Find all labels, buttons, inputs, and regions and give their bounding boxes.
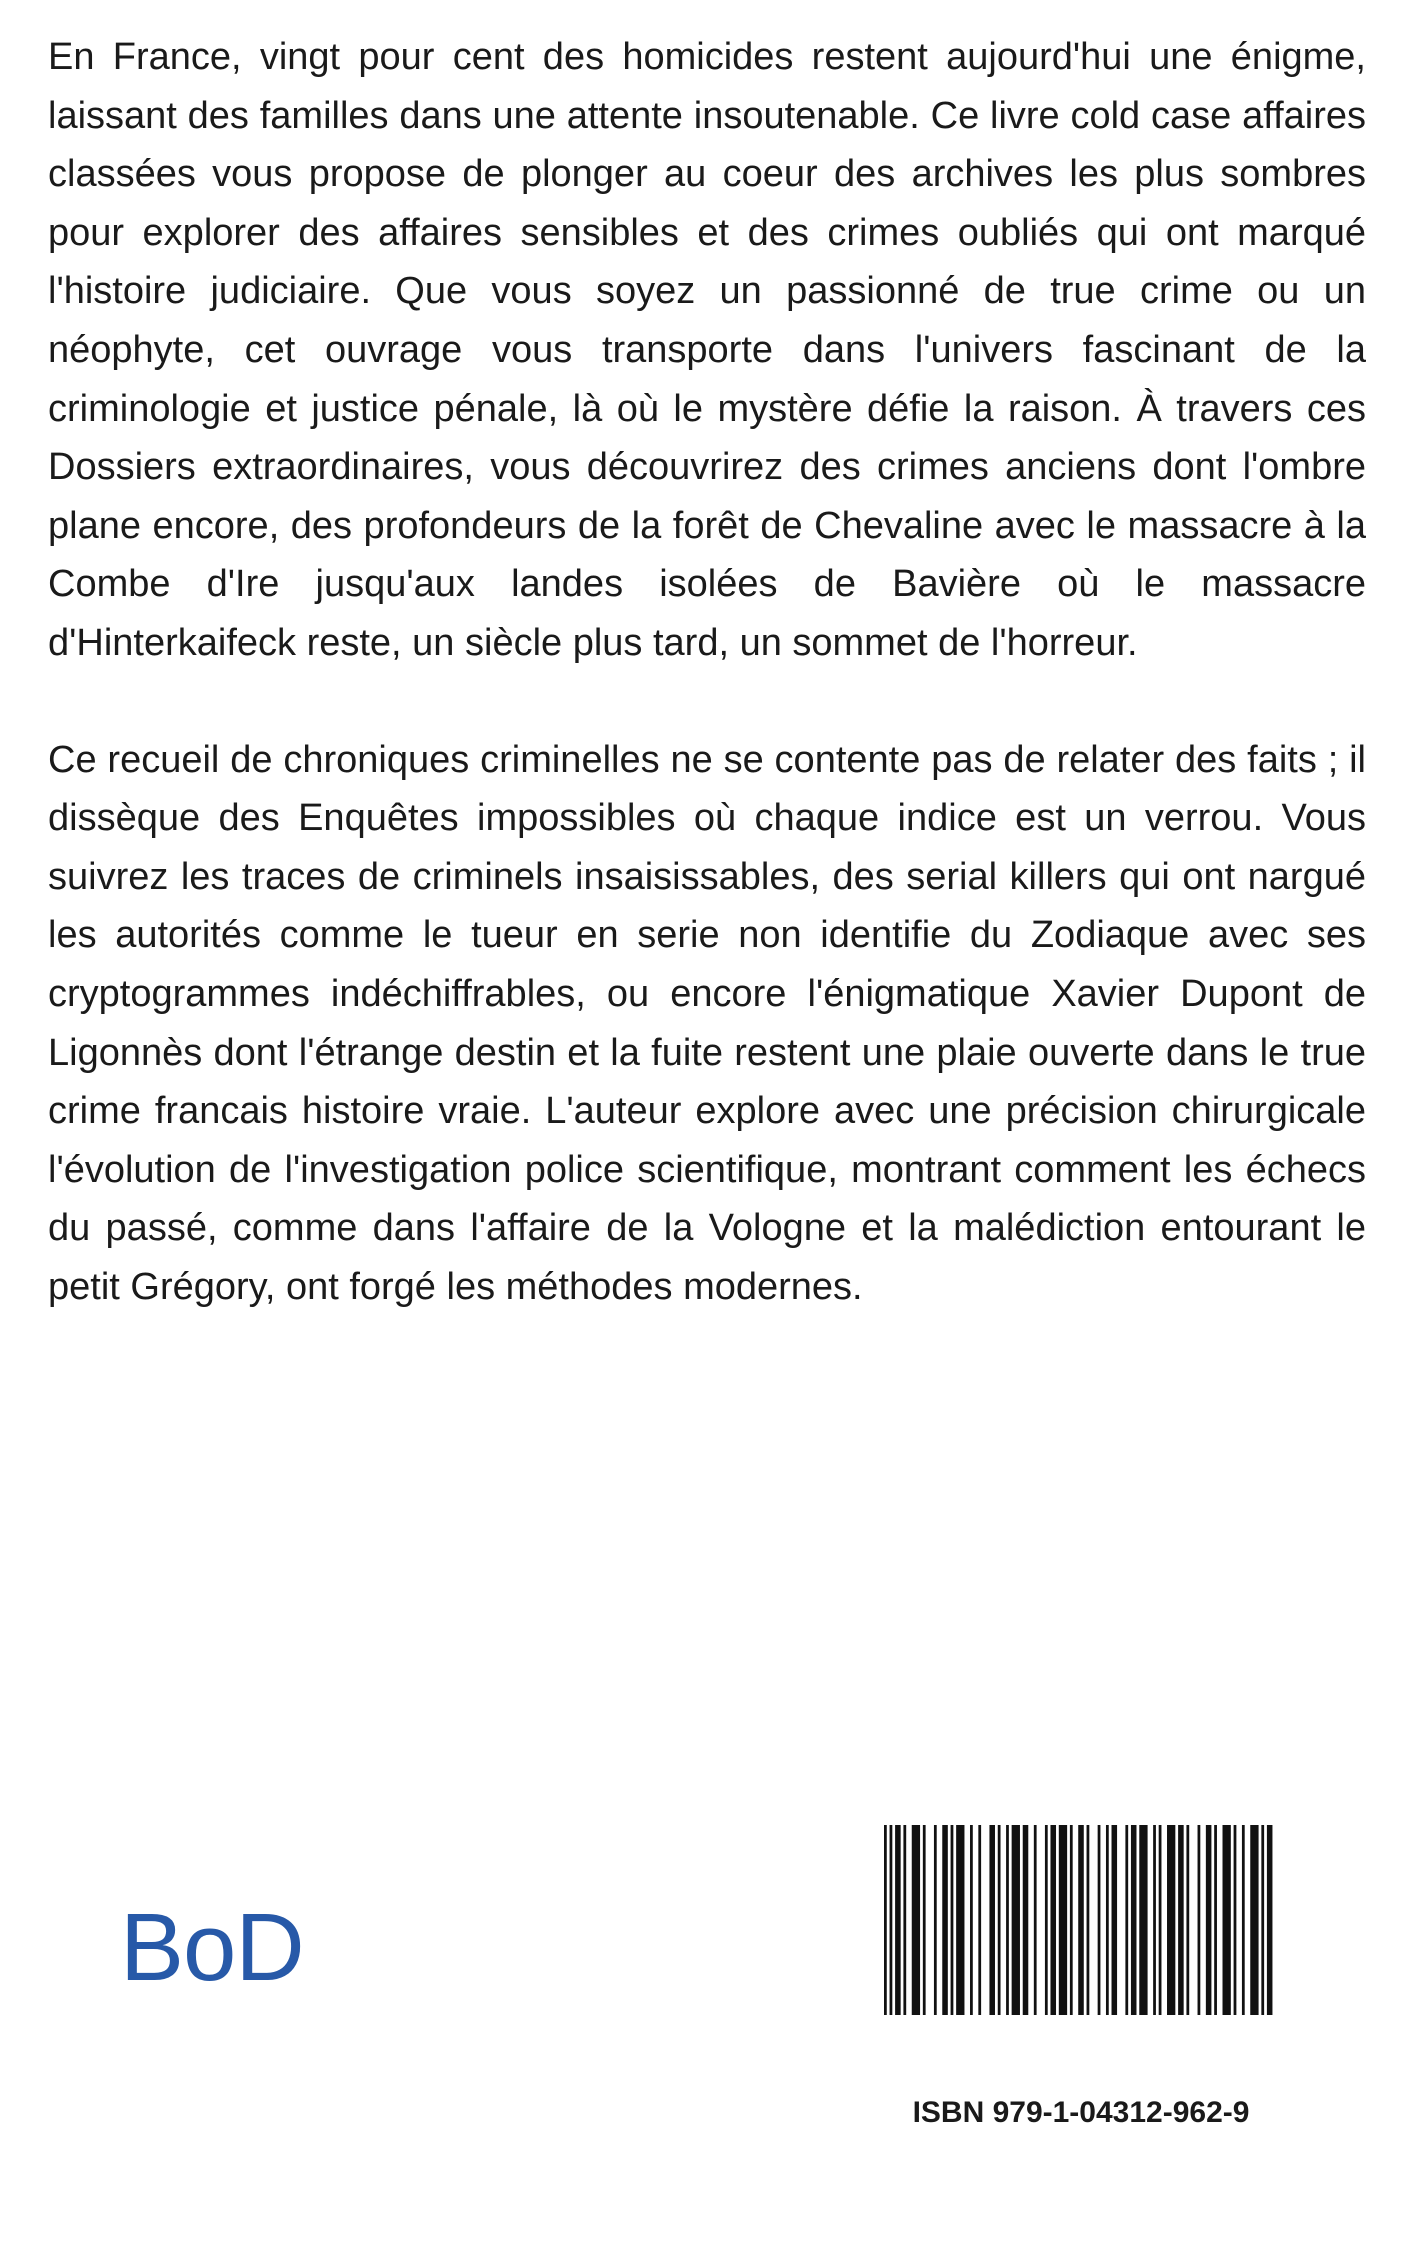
- blurb-paragraph-1: En France, vingt pour cent des homicides restent aujourd'hui une énigme, laissant des familles dans une attente insoutenable. Ce livre cold case affaires classées vous propose de plonger au coeur des archives les plus sombres pour explorer des affaires sensibles et des crimes oubliés qui ont marqué l'histoire judiciaire. Que vous soyez un passionné de true crime ou un néophyte, cet ouvrage vous transporte dans l'univers fascinant de la criminologie et justice pénale, là où le mystère défie la raison. À travers ces Dossiers extraordinaires, vous découvrirez des crimes anciens dont l'ombre plane encore, des profondeurs de la forêt de Chevaline avec le massacre à la Combe d'Ire jusqu'aux landes isolées de Bavière où le massacre d'Hinterkaifeck reste, un siècle plus tard, un sommet de l'horreur.: [48, 36, 1366, 664]
- publisher-logo: BoD: [120, 1894, 304, 2001]
- blurb-paragraph-2: Ce recueil de chroniques criminelles ne se contente pas de relater des faits ; il dissèque des Enquêtes impossibles où chaque indice est un verrou. Vous suivrez les traces de criminels insaisissables, des serial killers qui ont nargué les autorités comme le tueur en serie non identifie du Zodiaque avec ses cryptogrammes indéchiffrables, ou encore l'énigmatique Xavier Dupont de Ligonnès dont l'étrange destin et la fuite restent une plaie ouverte dans le true crime francais histoire vraie. L'auteur explore avec une précision chirurgicale l'évolution de l'investigation police scientifique, montrant comment les échecs du passé, comme dans l'affaire de la Vologne et la malédiction entourant le petit Grégory, ont forgé les méthodes modernes.: [48, 738, 1366, 1308]
- isbn-number: ISBN 979-1-04312-962-9: [912, 2096, 1250, 2129]
- barcode-icon: [884, 1825, 1278, 2015]
- back-cover-blurb: [48, 28, 1366, 1316]
